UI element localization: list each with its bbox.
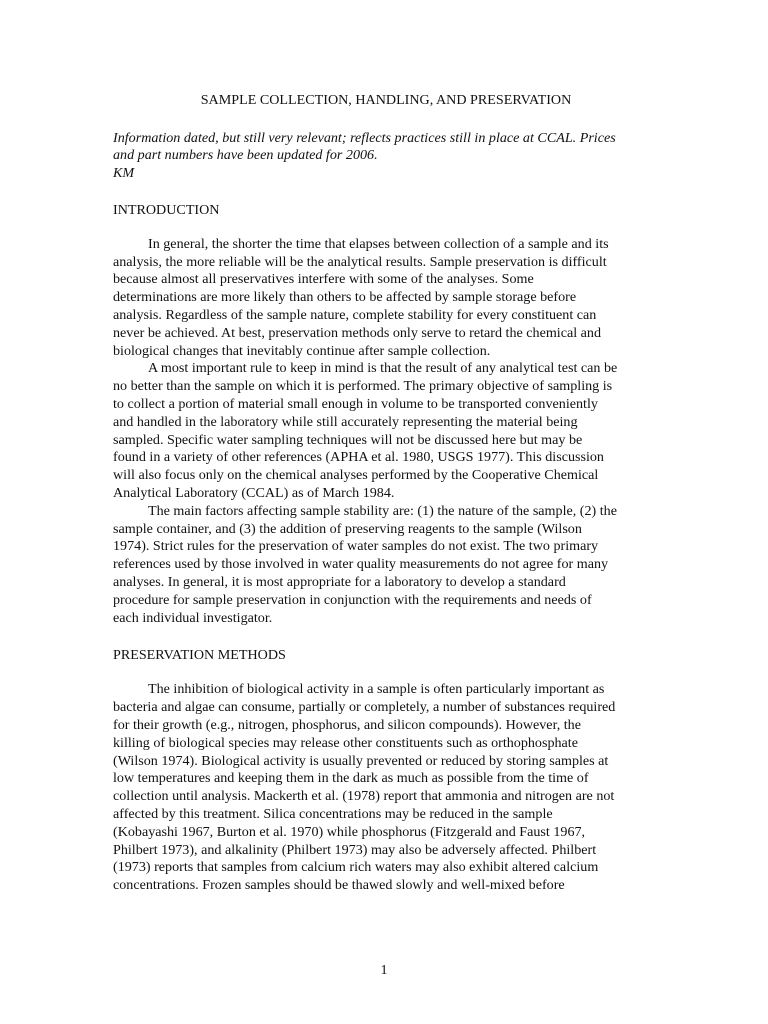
text-line: Analytical Laboratory (CCAL) as of March 1984. [113,485,395,502]
text-line: The inhibition of biological activity in a sample is often particularly important as [148,681,605,698]
text-line: analyses. In general, it is most appropriate for a laboratory to develop a standard [113,574,566,591]
preservation-paragraph-1 [113,681,658,895]
text-line: for their growth (e.g., nitrogen, phosphorus, and silicon compounds). However, the [113,717,581,734]
text-line: low temperatures and keeping them in the dark as much as possible from the time of [113,770,589,787]
text-line: bacteria and algae can consume, partially or completely, a number of substances required [113,699,616,716]
text-line: (Wilson 1974). Biological activity is usually prevented or reduced by storing samples at [113,752,609,769]
introduction-paragraph-3 [113,503,658,628]
document-title: SAMPLE COLLECTION, HANDLING, AND PRESERVATION [200,92,572,108]
text-line: affected by this treatment. Silica concentrations may be reduced in the sample [113,806,553,822]
text-line: 1974). Strict rules for the preservation of water samples do not exist. The two primary [113,538,599,555]
text-line: collection until analysis. Mackerth et al. (1978) report that ammonia and nitrogen are not [113,788,615,805]
introduction-heading: INTRODUCTION [113,201,220,218]
introduction-paragraph-2 [113,360,658,502]
text-line: to collect a portion of material small enough in volume to be transported conveniently [113,396,598,413]
page-number: 1 [380,962,388,978]
text-line: never be achieved. At best, preservation methods only serve to retard the chemical and [113,324,602,341]
preservation-methods-section [113,681,658,895]
text-line: determinations are more likely than others to be affected by sample storage before [113,289,577,306]
text-line: In general, the shorter the time that elapses between collection of a sample and its [148,235,609,252]
introduction-paragraph-1 [113,236,658,361]
preservation-methods-heading: PRESERVATION METHODS [113,647,286,664]
text-line: will also focus only on the chemical analyses performed by the Cooperative Chemical [113,467,599,484]
editor-note-signature: KM [113,164,135,181]
text-line: sampled. Specific water sampling techniques will not be discussed here but may be [113,431,583,448]
text-line: procedure for sample preservation in conjunction with the requirements and needs of [113,591,592,608]
editor-note-line: Information dated, but still very relevant; reflects practices still in place at CCAL. Prices [113,130,616,146]
text-line: found in a variety of other references (APHA et al. 1980, USGS 1977). This discussion [113,449,604,466]
text-line: and handled in the laboratory while still accurately representing the material being [113,413,578,430]
text-line: (1973) reports that samples from calcium rich waters may also exhibit altered calcium [113,859,599,876]
text-line: The main factors affecting sample stability are: (1) the nature of the sample, (2) the [148,502,617,519]
text-line: each individual investigator. [113,609,273,626]
text-line: concentrations. Frozen samples should be thawed slowly and well-mixed before [113,877,565,894]
text-line: killing of biological species may release other constituents such as orthophosphate [113,734,578,751]
text-line: analysis, the more reliable will be the analytical results. Sample preservation is difficult [113,253,607,270]
text-line: Philbert 1973), and alkalinity (Philbert 1973) may also be adversely affected. Philbert [113,841,597,858]
editor-note [113,130,658,182]
text-line: A most important rule to keep in mind is that the result of any analytical test can be [148,360,618,377]
text-line: references used by those involved in water quality measurements do not agree for many [113,556,609,573]
text-line: no better than the sample on which it is performed. The primary objective of sampling is [113,378,613,395]
editor-note-line: and part numbers have been updated for 2006. [113,147,378,164]
text-line: analysis. Regardless of the sample nature, complete stability for every constituent can [113,307,597,324]
introduction-section [113,236,658,628]
text-line: because almost all preservatives interfere with some of the analyses. Some [113,271,534,288]
text-line: (Kobayashi 1967, Burton et al. 1970) while phosphorus (Fitzgerald and Faust 1967, [113,823,586,840]
text-line: biological changes that inevitably continue after sample collection. [113,342,491,359]
text-line: sample container, and (3) the addition of preserving reagents to the sample (Wilson [113,520,582,537]
page-content [113,91,658,895]
